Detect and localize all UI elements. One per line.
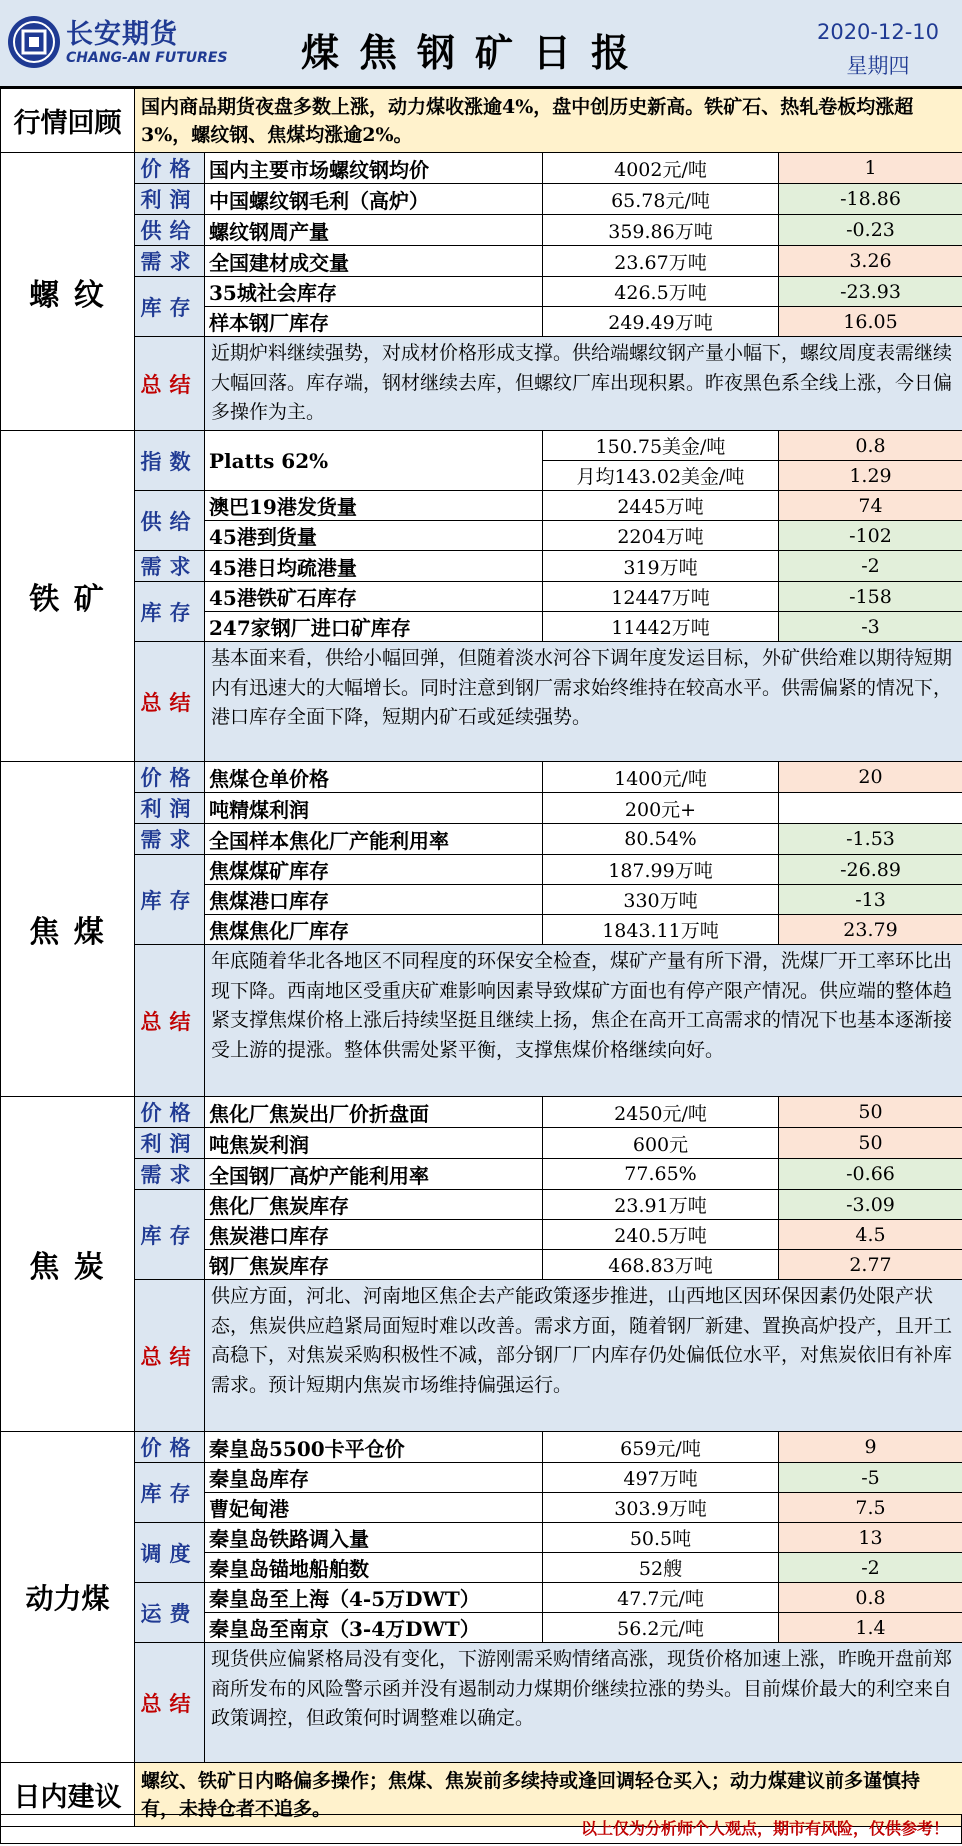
change-value: -13 — [779, 885, 962, 915]
change-value: 74 — [779, 491, 962, 521]
indicator-value: 11442万吨 — [543, 612, 779, 642]
coke-data-row — [1, 1097, 962, 1128]
coke-summary-text: 供应方面，河北、河南地区焦企去产能政策逐步推进，山西地区因环保因素仍处限产状态，焦炭供应趋紧局面短时难以改善。需求方面，随着钢厂新建、置换高炉投产，且开工高稳下，对焦炭采购积极性不减，部分钢厂厂内库存仍处偏低位水平，对焦炭依旧有补库需求。预计短期内焦炭市场维持偏强运行。 — [205, 1280, 962, 1432]
indicator-value: 600元 — [543, 1128, 779, 1159]
report-title: 煤焦钢矿日报 — [300, 31, 649, 75]
indicator-value: 47.7元/吨 — [543, 1583, 779, 1613]
change-value: 0.8 — [779, 431, 962, 461]
change-value: 13 — [779, 1523, 962, 1553]
change-value: -3 — [779, 612, 962, 642]
change-value: 2.77 — [779, 1250, 962, 1280]
change-value: -5 — [779, 1463, 962, 1493]
review-row — [1, 89, 962, 153]
indicator-value: 2204万吨 — [543, 521, 779, 551]
rebar-summary-text: 近期炉料继续强势，对成材价格形成支撑。供给端螺纹钢产量小幅下，螺纹周度表需继续大幅回落。库存端，钢材继续去库，但螺纹厂库出现积累。昨夜黑色系全线上涨，今日偏多操作为主。 — [205, 337, 962, 431]
indicator-value: 240.5万吨 — [543, 1220, 779, 1250]
coking_coal-data-row — [1, 855, 962, 885]
change-value: 20 — [779, 762, 962, 793]
category-label: 库存 — [135, 277, 205, 337]
indicator-value: 56.2元/吨 — [543, 1613, 779, 1643]
category-label: 价格 — [135, 1097, 205, 1128]
iron_ore-data-row — [1, 551, 962, 582]
category-label: 利润 — [135, 793, 205, 824]
indicator-value: 23.67万吨 — [543, 246, 779, 277]
thermal_coal-data-row — [1, 1523, 962, 1553]
category-label: 需求 — [135, 824, 205, 855]
indicator-name: 焦煤煤矿库存 — [205, 855, 543, 885]
indicator-name: 焦炭港口库存 — [205, 1220, 543, 1250]
change-value: -2 — [779, 1553, 962, 1583]
iron_ore-data-row — [1, 582, 962, 612]
change-value: 4.5 — [779, 1220, 962, 1250]
summary-label: 总结 — [135, 1280, 205, 1432]
change-value: 16.05 — [779, 307, 962, 337]
report-weekday: 星期四 — [846, 54, 910, 78]
company-name-cn: 长安期货 — [66, 19, 178, 50]
indicator-value: 468.83万吨 — [543, 1250, 779, 1280]
category-label: 运费 — [135, 1583, 205, 1643]
indicator-value: 52艘 — [543, 1553, 779, 1583]
indicator-name: 45港铁矿石库存 — [205, 582, 543, 612]
coke-section-name: 焦 炭 — [1, 1097, 135, 1432]
category-label: 供给 — [135, 215, 205, 246]
rebar-section-name: 螺 纹 — [1, 153, 135, 431]
change-value — [779, 793, 962, 824]
change-value: -23.93 — [779, 277, 962, 307]
indicator-value: 330万吨 — [543, 885, 779, 915]
indicator-name: 全国建材成交量 — [205, 246, 543, 277]
category-label: 利润 — [135, 1128, 205, 1159]
report-table — [0, 88, 962, 1827]
indicator-name: 45港到货量 — [205, 521, 543, 551]
indicator-value: 80.54% — [543, 824, 779, 855]
indicator-name: 曹妃甸港 — [205, 1493, 543, 1523]
indicator-name: 全国样本焦化厂产能利用率 — [205, 824, 543, 855]
indicator-value: 23.91万吨 — [543, 1190, 779, 1220]
coking_coal-summary-text: 年底随着华北各地区不同程度的环保安全检查，煤矿产量有所下滑，洗煤厂开工率环比出现下降。西南地区受重庆矿难影响因素导致煤矿方面也有停产限产情况。供应端的整体趋紧支撑焦煤价格上涨后持续坚挺且继续上扬，焦企在高开工高需求的情况下也基本逐渐接受上游的提涨。整体供需处紧平衡，支撑焦煤价格继续向好。 — [205, 945, 962, 1097]
change-value: -158 — [779, 582, 962, 612]
thermal_coal-data-row — [1, 1583, 962, 1613]
coking_coal-data-row — [1, 793, 962, 824]
rebar-data-row — [1, 184, 962, 215]
change-value: -26.89 — [779, 855, 962, 885]
summary-label: 总结 — [135, 945, 205, 1097]
report-header — [0, 0, 962, 88]
iron_ore-summary-text: 基本面来看，供给小幅回弹，但随着淡水河谷下调年度发运目标，外矿供给难以期待短期内有迅速大的大幅增长。同时注意到钢厂需求始终维持在较高水平。供需偏紧的情况下，港口库存全面下降，短期内矿石或延续强势。 — [205, 642, 962, 762]
indicator-name: 焦化厂焦炭出厂价折盘面 — [205, 1097, 543, 1128]
category-label: 需求 — [135, 551, 205, 582]
rebar-summary-row — [1, 337, 962, 431]
indicator-name: 秦皇岛至南京（3-4万DWT） — [205, 1613, 543, 1643]
category-label: 需求 — [135, 246, 205, 277]
rebar-data-row — [1, 153, 962, 184]
coke-summary-row — [1, 1280, 962, 1432]
indicator-name: 钢厂焦炭库存 — [205, 1250, 543, 1280]
category-label: 调度 — [135, 1523, 205, 1583]
summary-label: 总结 — [135, 337, 205, 431]
company-name-en: CHANG-AN FUTURES — [66, 50, 228, 66]
change-value: 50 — [779, 1097, 962, 1128]
rebar-data-row — [1, 246, 962, 277]
category-label: 库存 — [135, 582, 205, 642]
indicator-value: 659元/吨 — [543, 1432, 779, 1463]
indicator-name: 焦煤焦化厂库存 — [205, 915, 543, 945]
change-value: 0.8 — [779, 1583, 962, 1613]
change-value: 1.4 — [779, 1613, 962, 1643]
summary-label: 总结 — [135, 642, 205, 762]
indicator-name: 247家钢厂进口矿库存 — [205, 612, 543, 642]
indicator-value: 1843.11万吨 — [543, 915, 779, 945]
company-logo-icon — [6, 14, 62, 70]
indicator-name: 吨精煤利润 — [205, 793, 543, 824]
indicator-value: 497万吨 — [543, 1463, 779, 1493]
indicator-name: 国内主要市场螺纹钢均价 — [205, 153, 543, 184]
change-value: 7.5 — [779, 1493, 962, 1523]
summary-label: 总结 — [135, 1643, 205, 1763]
coking_coal-summary-row — [1, 945, 962, 1097]
change-value: 1 — [779, 153, 962, 184]
rebar-data-row — [1, 277, 962, 307]
iron_ore-section-name: 铁 矿 — [1, 431, 135, 762]
indicator-name: 澳巴19港发货量 — [205, 491, 543, 521]
indicator-value: 12447万吨 — [543, 582, 779, 612]
indicator-name: 全国钢厂高炉产能利用率 — [205, 1159, 543, 1190]
category-label: 价格 — [135, 153, 205, 184]
change-value: -0.66 — [779, 1159, 962, 1190]
indicator-value: 77.65% — [543, 1159, 779, 1190]
iron_ore-data-row — [1, 491, 962, 521]
indicator-value: 200元+ — [543, 793, 779, 824]
indicator-value: 319万吨 — [543, 551, 779, 582]
change-value: -3.09 — [779, 1190, 962, 1220]
indicator-name: 焦煤仓单价格 — [205, 762, 543, 793]
change-value: 3.26 — [779, 246, 962, 277]
thermal_coal-summary-row — [1, 1643, 962, 1763]
indicator-name: 35城社会库存 — [205, 277, 543, 307]
thermal_coal-data-row — [1, 1463, 962, 1493]
indicator-value: 303.9万吨 — [543, 1493, 779, 1523]
category-label: 库存 — [135, 855, 205, 945]
indicator-name: 秦皇岛锚地船舶数 — [205, 1553, 543, 1583]
coking_coal-section-name: 焦 煤 — [1, 762, 135, 1097]
category-label: 价格 — [135, 1432, 205, 1463]
indicator-name: Platts 62% — [205, 431, 543, 491]
indicator-value: 359.86万吨 — [543, 215, 779, 246]
advice-label: 日内建议 — [1, 1763, 135, 1827]
indicator-value: 426.5万吨 — [543, 277, 779, 307]
indicator-value: 150.75美金/吨 — [543, 431, 779, 461]
indicator-value: 249.49万吨 — [543, 307, 779, 337]
indicator-value: 月均143.02美金/吨 — [543, 461, 779, 491]
change-value: -102 — [779, 521, 962, 551]
change-value: 23.79 — [779, 915, 962, 945]
change-value: 50 — [779, 1128, 962, 1159]
change-value: -2 — [779, 551, 962, 582]
indicator-value: 65.78元/吨 — [543, 184, 779, 215]
indicator-name: 吨焦炭利润 — [205, 1128, 543, 1159]
category-label: 库存 — [135, 1190, 205, 1280]
indicator-name: 秦皇岛库存 — [205, 1463, 543, 1493]
indicator-name: 焦化厂焦炭库存 — [205, 1190, 543, 1220]
change-value: 9 — [779, 1432, 962, 1463]
iron_ore-data-row — [1, 431, 962, 461]
category-label: 供给 — [135, 491, 205, 551]
indicator-value: 187.99万吨 — [543, 855, 779, 885]
report-date: 2020-12-10 — [816, 20, 940, 44]
iron_ore-summary-row — [1, 642, 962, 762]
change-value: 1.29 — [779, 461, 962, 491]
indicator-name: 螺纹钢周产量 — [205, 215, 543, 246]
thermal_coal-section-name: 动力煤 — [1, 1432, 135, 1763]
category-label: 利润 — [135, 184, 205, 215]
indicator-name: 中国螺纹钢毛利（高炉） — [205, 184, 543, 215]
indicator-value: 2450元/吨 — [543, 1097, 779, 1128]
review-text: 国内商品期货夜盘多数上涨，动力煤收涨逾4%，盘中创历史新高。铁矿石、热轧卷板均涨超3%，螺纹钢、焦煤均涨逾2%。 — [135, 89, 962, 153]
category-label: 指数 — [135, 431, 205, 491]
advice-text: 螺纹、铁矿日内略偏多操作；焦煤、焦炭前多续持或逢回调轻仓买入；动力煤建议前多谨慎持有，未持仓者不追多。 — [135, 1763, 962, 1827]
rebar-data-row — [1, 215, 962, 246]
category-label: 库存 — [135, 1463, 205, 1523]
change-value: -1.53 — [779, 824, 962, 855]
indicator-name: 秦皇岛至上海（4-5万DWT） — [205, 1583, 543, 1613]
coke-data-row — [1, 1128, 962, 1159]
indicator-name: 秦皇岛5500卡平仓价 — [205, 1432, 543, 1463]
category-label: 价格 — [135, 762, 205, 793]
thermal_coal-data-row — [1, 1432, 962, 1463]
thermal_coal-summary-text: 现货供应偏紧格局没有变化，下游刚需采购情绪高涨，现货价格加速上涨，昨晚开盘前郑商所发布的风险警示函并没有遏制动力煤期价继续拉涨的势头。目前煤价最大的利空来自政策调控，但政策何时调整难以确定。 — [205, 1643, 962, 1763]
review-label: 行情回顾 — [1, 89, 135, 153]
indicator-value: 2445万吨 — [543, 491, 779, 521]
coking_coal-data-row — [1, 762, 962, 793]
coking_coal-data-row — [1, 824, 962, 855]
indicator-name: 45港日均疏港量 — [205, 551, 543, 582]
indicator-value: 50.5吨 — [543, 1523, 779, 1553]
disclaimer-footer: 以上仅为分析师个人观点，期市有风险，仅供参考！ — [0, 1814, 962, 1844]
indicator-name: 样本钢厂库存 — [205, 307, 543, 337]
indicator-name: 焦煤港口库存 — [205, 885, 543, 915]
coke-data-row — [1, 1159, 962, 1190]
category-label: 需求 — [135, 1159, 205, 1190]
indicator-value: 1400元/吨 — [543, 762, 779, 793]
indicator-name: 秦皇岛铁路调入量 — [205, 1523, 543, 1553]
change-value: -0.23 — [779, 215, 962, 246]
change-value: -18.86 — [779, 184, 962, 215]
indicator-value: 4002元/吨 — [543, 153, 779, 184]
coke-data-row — [1, 1190, 962, 1220]
